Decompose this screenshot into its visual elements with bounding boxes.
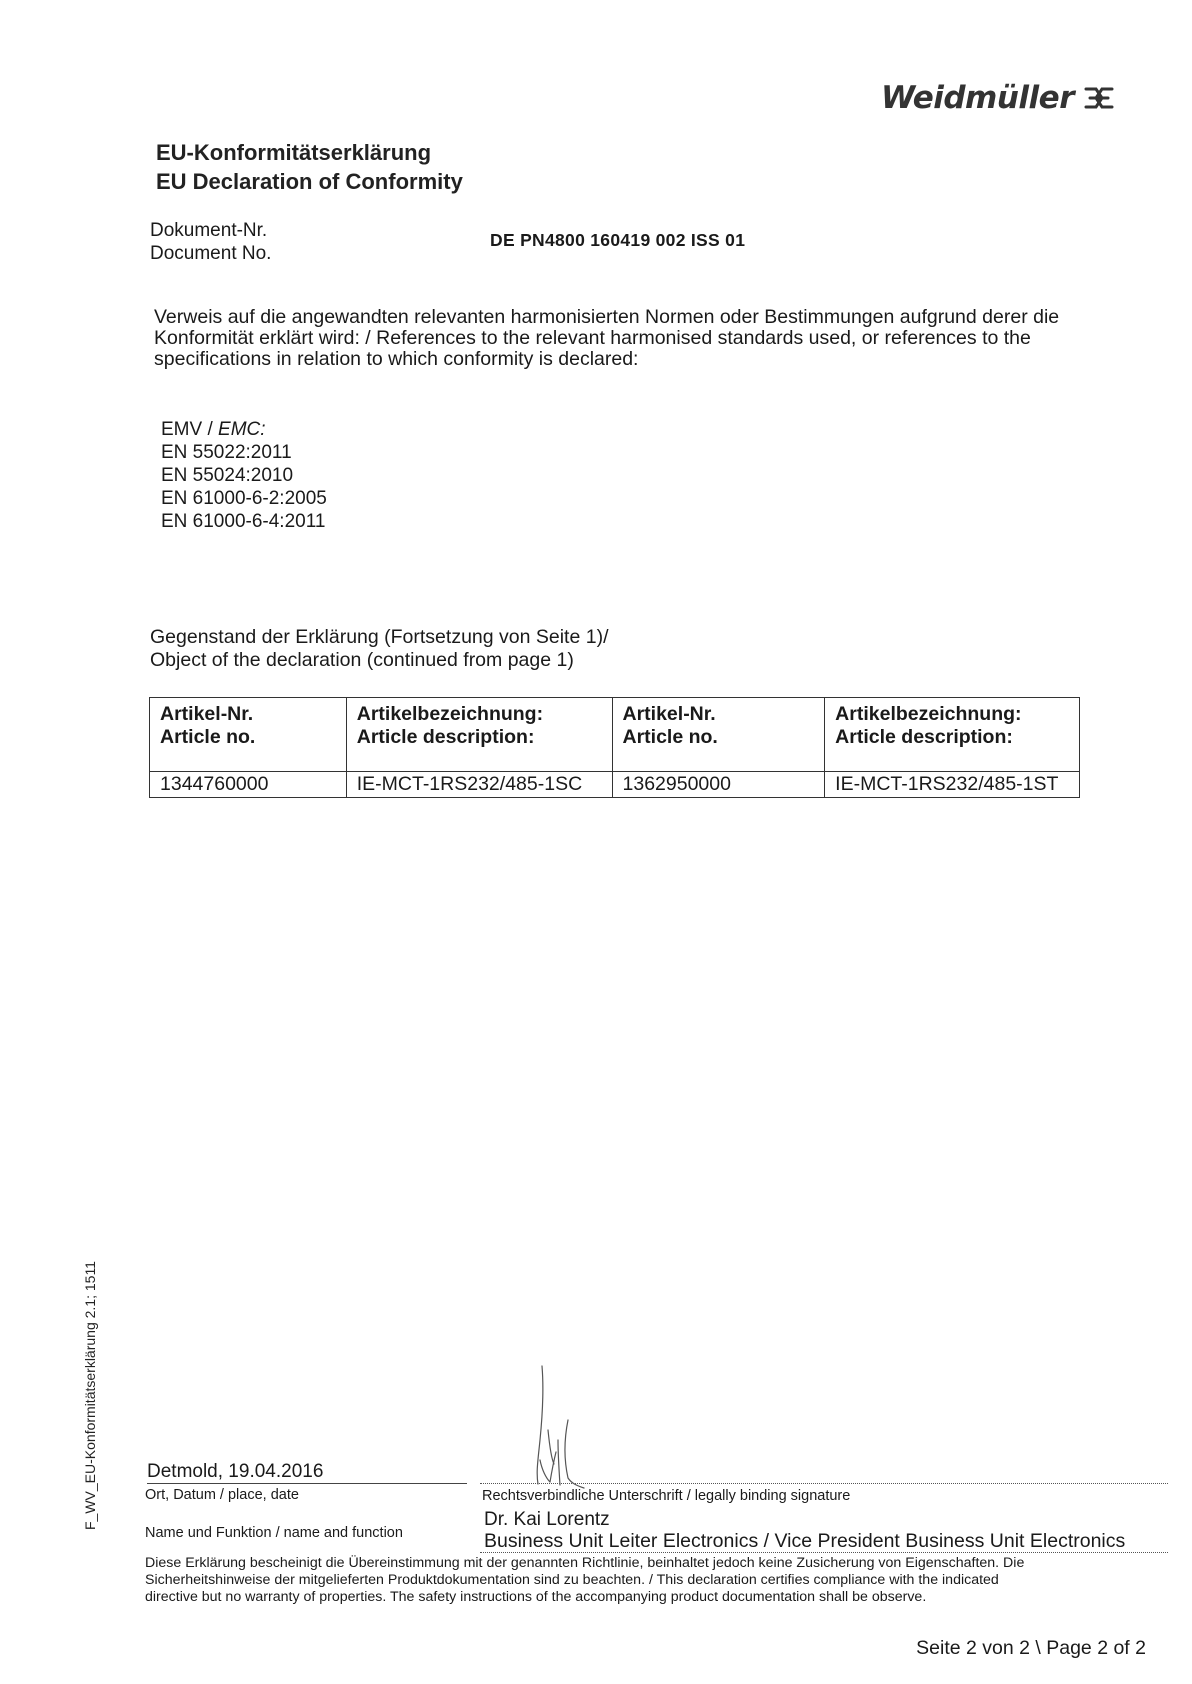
document-number: DE PN4800 160419 002 ISS 01 [490,230,746,250]
article-number-cell: 1362950000 [612,772,825,798]
articles-table [149,697,1080,798]
object-line-en: Object of the declaration (continued from page 1) [150,649,574,671]
standards-heading-de: EMV / [161,419,219,440]
table-header-row [150,698,1080,772]
header-de: Artikelbezeichnung: [356,703,544,725]
disclaimer-line: Sicherheitshinweise der mitgelieferten Produktdokumentation sind zu beachten. / This declaration certifies compliance with the indicated [145,1572,999,1588]
standard-item: EN 61000-6-2:2005 [161,488,327,509]
document-number-label-de: Dokument-Nr. [150,220,268,241]
header-cell [150,698,347,772]
disclaimer-line: directive but no warranty of properties. The safety instructions of the accompanying product documentation shall be observe. [145,1589,927,1605]
title-en: EU Declaration of Conformity [156,169,463,194]
standards-heading [161,418,327,441]
standards-heading-en: EMC: [218,419,266,440]
header-en: Article description: [356,726,535,748]
document-number-label [150,219,271,265]
name-function-label: Name und Funktion / name and function [145,1525,403,1541]
article-description-cell: IE-MCT-1RS232/485-1ST [825,772,1080,798]
page-number: Seite 2 von 2 \ Page 2 of 2 [916,1637,1146,1659]
place-date-value: Detmold, 19.04.2016 [147,1461,324,1482]
standard-item: EN 55022:2011 [161,442,292,463]
document-number-label-en: Document No. [150,243,272,264]
table-row [150,772,1080,798]
standards-list [161,418,327,533]
handwritten-signature [528,1360,618,1490]
document-title [156,138,463,196]
function-line [480,1552,1168,1553]
references-paragraph [154,307,1094,370]
article-description-cell: IE-MCT-1RS232/485-1SC [346,772,612,798]
place-date-label: Ort, Datum / place, date [145,1487,299,1503]
weidmueller-logo-icon [1084,85,1114,111]
references-line: specifications in relation to which conformity is declared: [154,348,639,370]
form-reference-side-note: F_WV_EU-Konformitätserklärung 2.1; 1511 [82,1261,98,1530]
header-en: Article description: [835,726,1013,748]
header-cell [825,698,1080,772]
article-number-cell: 1344760000 [150,772,347,798]
logo-text: Weidmüller [881,80,1074,116]
disclaimer [145,1555,1155,1606]
header-cell [612,698,825,772]
signature-label: Rechtsverbindliche Unterschrift / legally binding signature [482,1488,851,1504]
header-en: Article no. [622,726,718,748]
place-date-line [147,1483,467,1484]
disclaimer-line: Diese Erklärung bescheinigt die Übereinstimmung mit der genannten Richtlinie, beinhaltet jedoch keine Zusicherung von Eigenschaften. Die [145,1555,1025,1571]
header-en: Article no. [160,726,256,748]
object-of-declaration [150,626,609,672]
header-de: Artikelbezeichnung: [835,703,1022,725]
header-cell [346,698,612,772]
company-logo [881,80,1114,116]
references-line: Konformität erklärt wird: / References to the relevant harmonised standards used, or references to the [154,327,1031,349]
signer-function: Business Unit Leiter Electronics / Vice President Business Unit Electronics [484,1530,1126,1552]
header-de: Artikel-Nr. [160,703,254,725]
standard-item: EN 55024:2010 [161,465,294,486]
title-de: EU-Konformitätserklärung [156,140,432,165]
header-de: Artikel-Nr. [622,703,716,725]
references-line: Verweis auf die angewandten relevanten harmonisierten Normen oder Bestimmungen aufgrund derer die [154,306,1060,328]
object-line-de: Gegenstand der Erklärung (Fortsetzung von Seite 1)/ [150,626,609,648]
signature-line [480,1483,1168,1484]
standard-item: EN 61000-6-4:2011 [161,511,326,532]
signer-name: Dr. Kai Lorentz [484,1509,610,1530]
